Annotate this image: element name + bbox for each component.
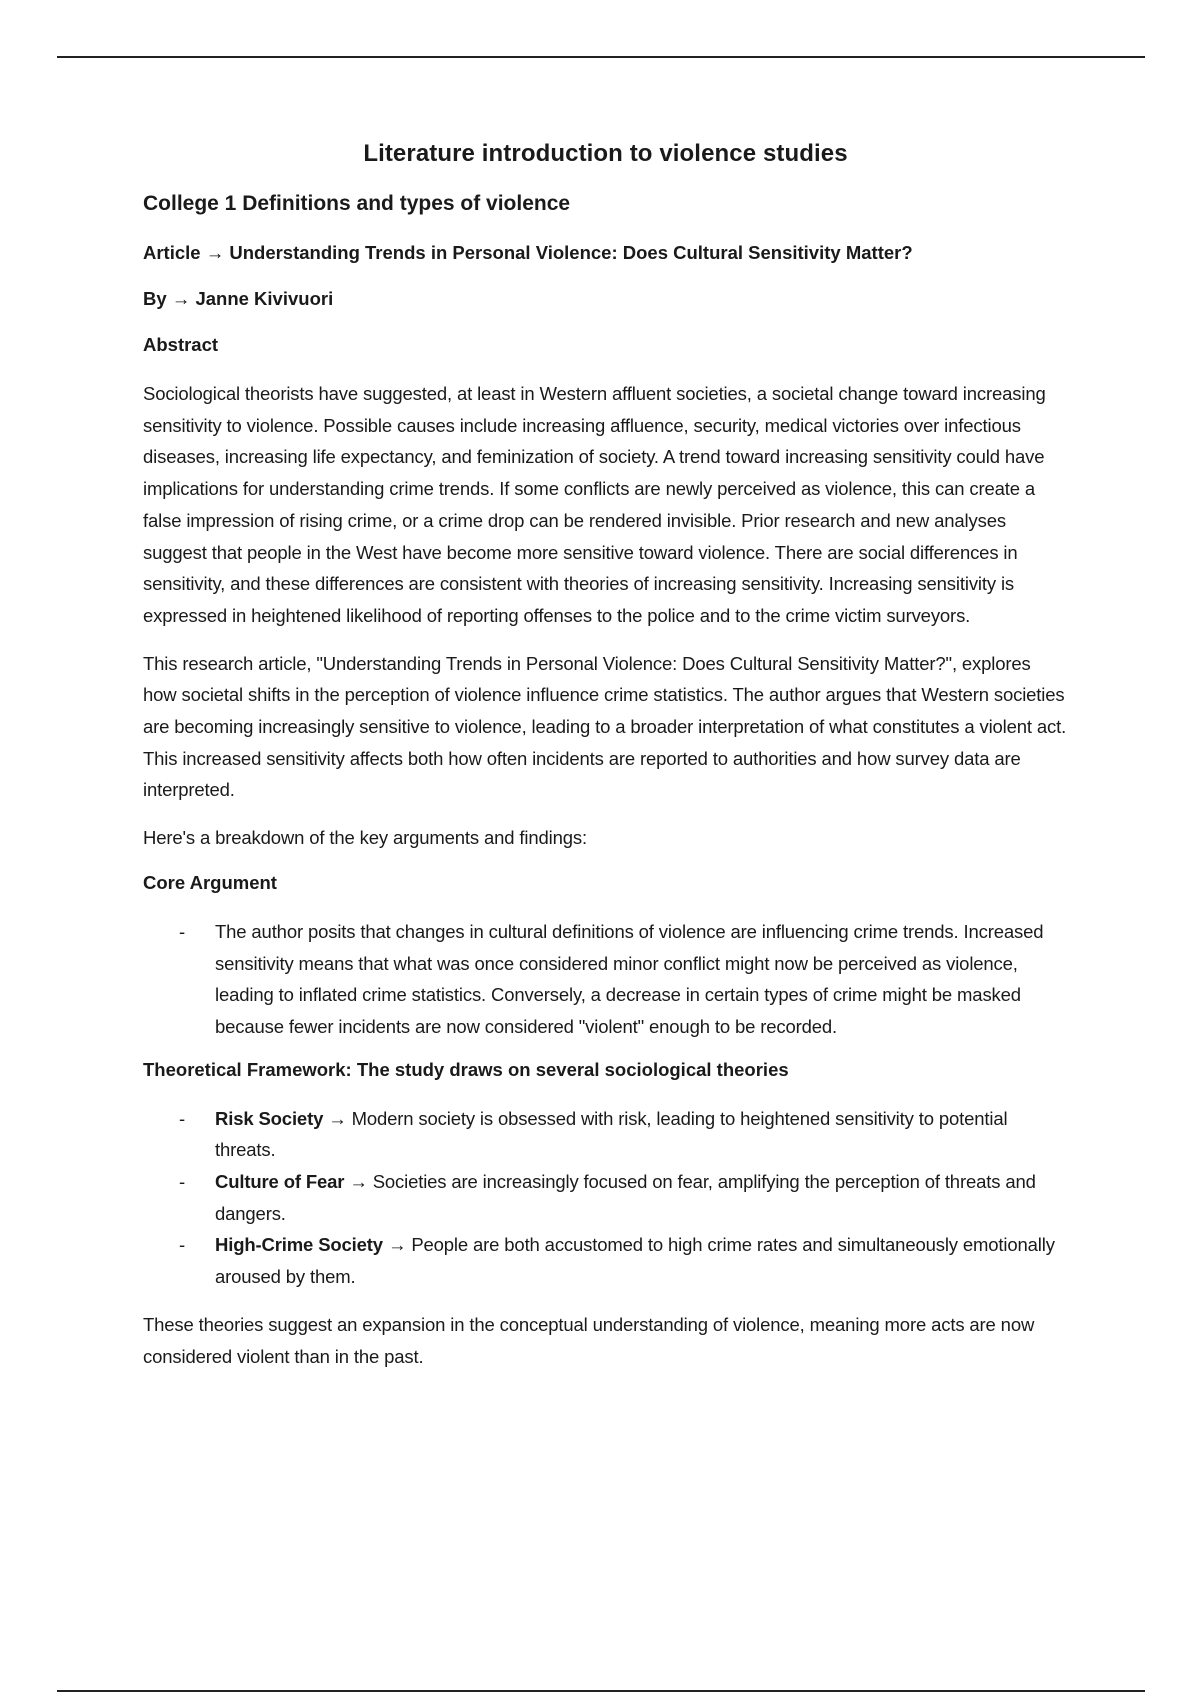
author-line — [143, 288, 1068, 310]
dash-marker: - — [179, 1107, 186, 1129]
theory-text: Societies are increasingly focused on fear, amplifying the perception of threats and dangers. — [215, 1171, 1036, 1224]
arrow-right-icon: → — [205, 242, 225, 263]
article-line — [143, 242, 1068, 264]
dash-marker: - — [179, 920, 186, 942]
header-rule — [57, 56, 1145, 58]
footer-rule — [57, 1690, 1145, 1692]
abstract-heading: Abstract — [143, 334, 219, 355]
list-item — [143, 1103, 1068, 1166]
college-heading: College 1 Definitions and types of violence — [143, 192, 571, 215]
intro-paragraph: This research article, "Understanding Trends in Personal Violence: Does Cultural Sensitivity Matter?", explores how societal shifts in the perception of violence influence crime statistics. The author argues that Western societies are becoming increasingly sensitive to violence, leading to a broader interpretation of what constitutes a violent act. This increased sensitivity affects both how often incidents are reported to authorities and how survey data are interpreted. — [143, 652, 1067, 801]
core-argument-heading: Core Argument — [143, 871, 277, 893]
document-title: Literature introduction to violence studies — [363, 140, 848, 167]
list-item — [143, 1166, 1068, 1229]
abstract-text: Sociological theorists have suggested, at least in Western affluent societies, a societal change toward increasing sensitivity to violence. Possible causes include increasing affluence, security, medical victories over infectious diseases, increasing life expectancy, and feminization of society. A trend toward increasing sensitivity could have implications for understanding crime trends. If some conflicts are newly perceived as violence, this can create a false impression of rising crime, or a crime drop can be rendered invisible. Prior research and new analyses suggest that people in the West have become more sensitive toward violence. There are social differences in sensitivity, and these differences are consistent with theories of increasing sensitivity. Increasing sensitivity is expressed in heightened likelihood of reporting offenses to the police and to the crime victim surveyors. — [143, 383, 1046, 626]
dash-marker: - — [179, 1234, 186, 1256]
author-label: By — [143, 288, 167, 309]
arrow-right-icon: → — [171, 288, 191, 309]
conclusion-paragraph: These theories suggest an expansion in the conceptual understanding of violence, meaning more acts are now considered violent than in the past. — [143, 1313, 1035, 1367]
theory-list — [143, 1103, 1068, 1293]
arrow-right-icon: → — [328, 1107, 347, 1129]
list-item — [143, 1229, 1068, 1292]
document-page — [143, 140, 1068, 1388]
theoretical-framework-heading: Theoretical Framework: The study draws on several sociological theories — [143, 1058, 789, 1080]
arrow-right-icon: → — [349, 1171, 368, 1193]
list-item — [143, 916, 1068, 1043]
article-title: Understanding Trends in Personal Violence: Does Cultural Sensitivity Matter? — [229, 242, 913, 263]
core-argument-list — [143, 916, 1068, 1043]
theory-text: Modern society is obsessed with risk, leading to heightened sensitivity to potential threats. — [215, 1107, 1008, 1161]
theory-term: Risk Society — [215, 1107, 324, 1129]
theory-text: People are both accustomed to high crime rates and simultaneously emotionally aroused by them. — [215, 1234, 1055, 1288]
dash-marker: - — [179, 1171, 186, 1193]
article-label: Article — [143, 242, 201, 263]
arrow-right-icon: → — [387, 1234, 407, 1256]
theory-term: High-Crime Society — [215, 1234, 383, 1256]
breakdown-line: Here's a breakdown of the key arguments and findings: — [143, 827, 587, 849]
theory-term: Culture of Fear — [215, 1171, 345, 1193]
author-name: Janne Kivivuori — [195, 288, 334, 309]
list-item-text: The author posits that changes in cultural definitions of violence are influencing crime trends. Increased sensitivity means that what was once considered minor conflict might now be perceived as violence, leading to inflated crime statistics. Conversely, a decrease in certain types of crime might be masked because fewer incidents are now considered "violent" enough to be recorded. — [215, 920, 1044, 1037]
